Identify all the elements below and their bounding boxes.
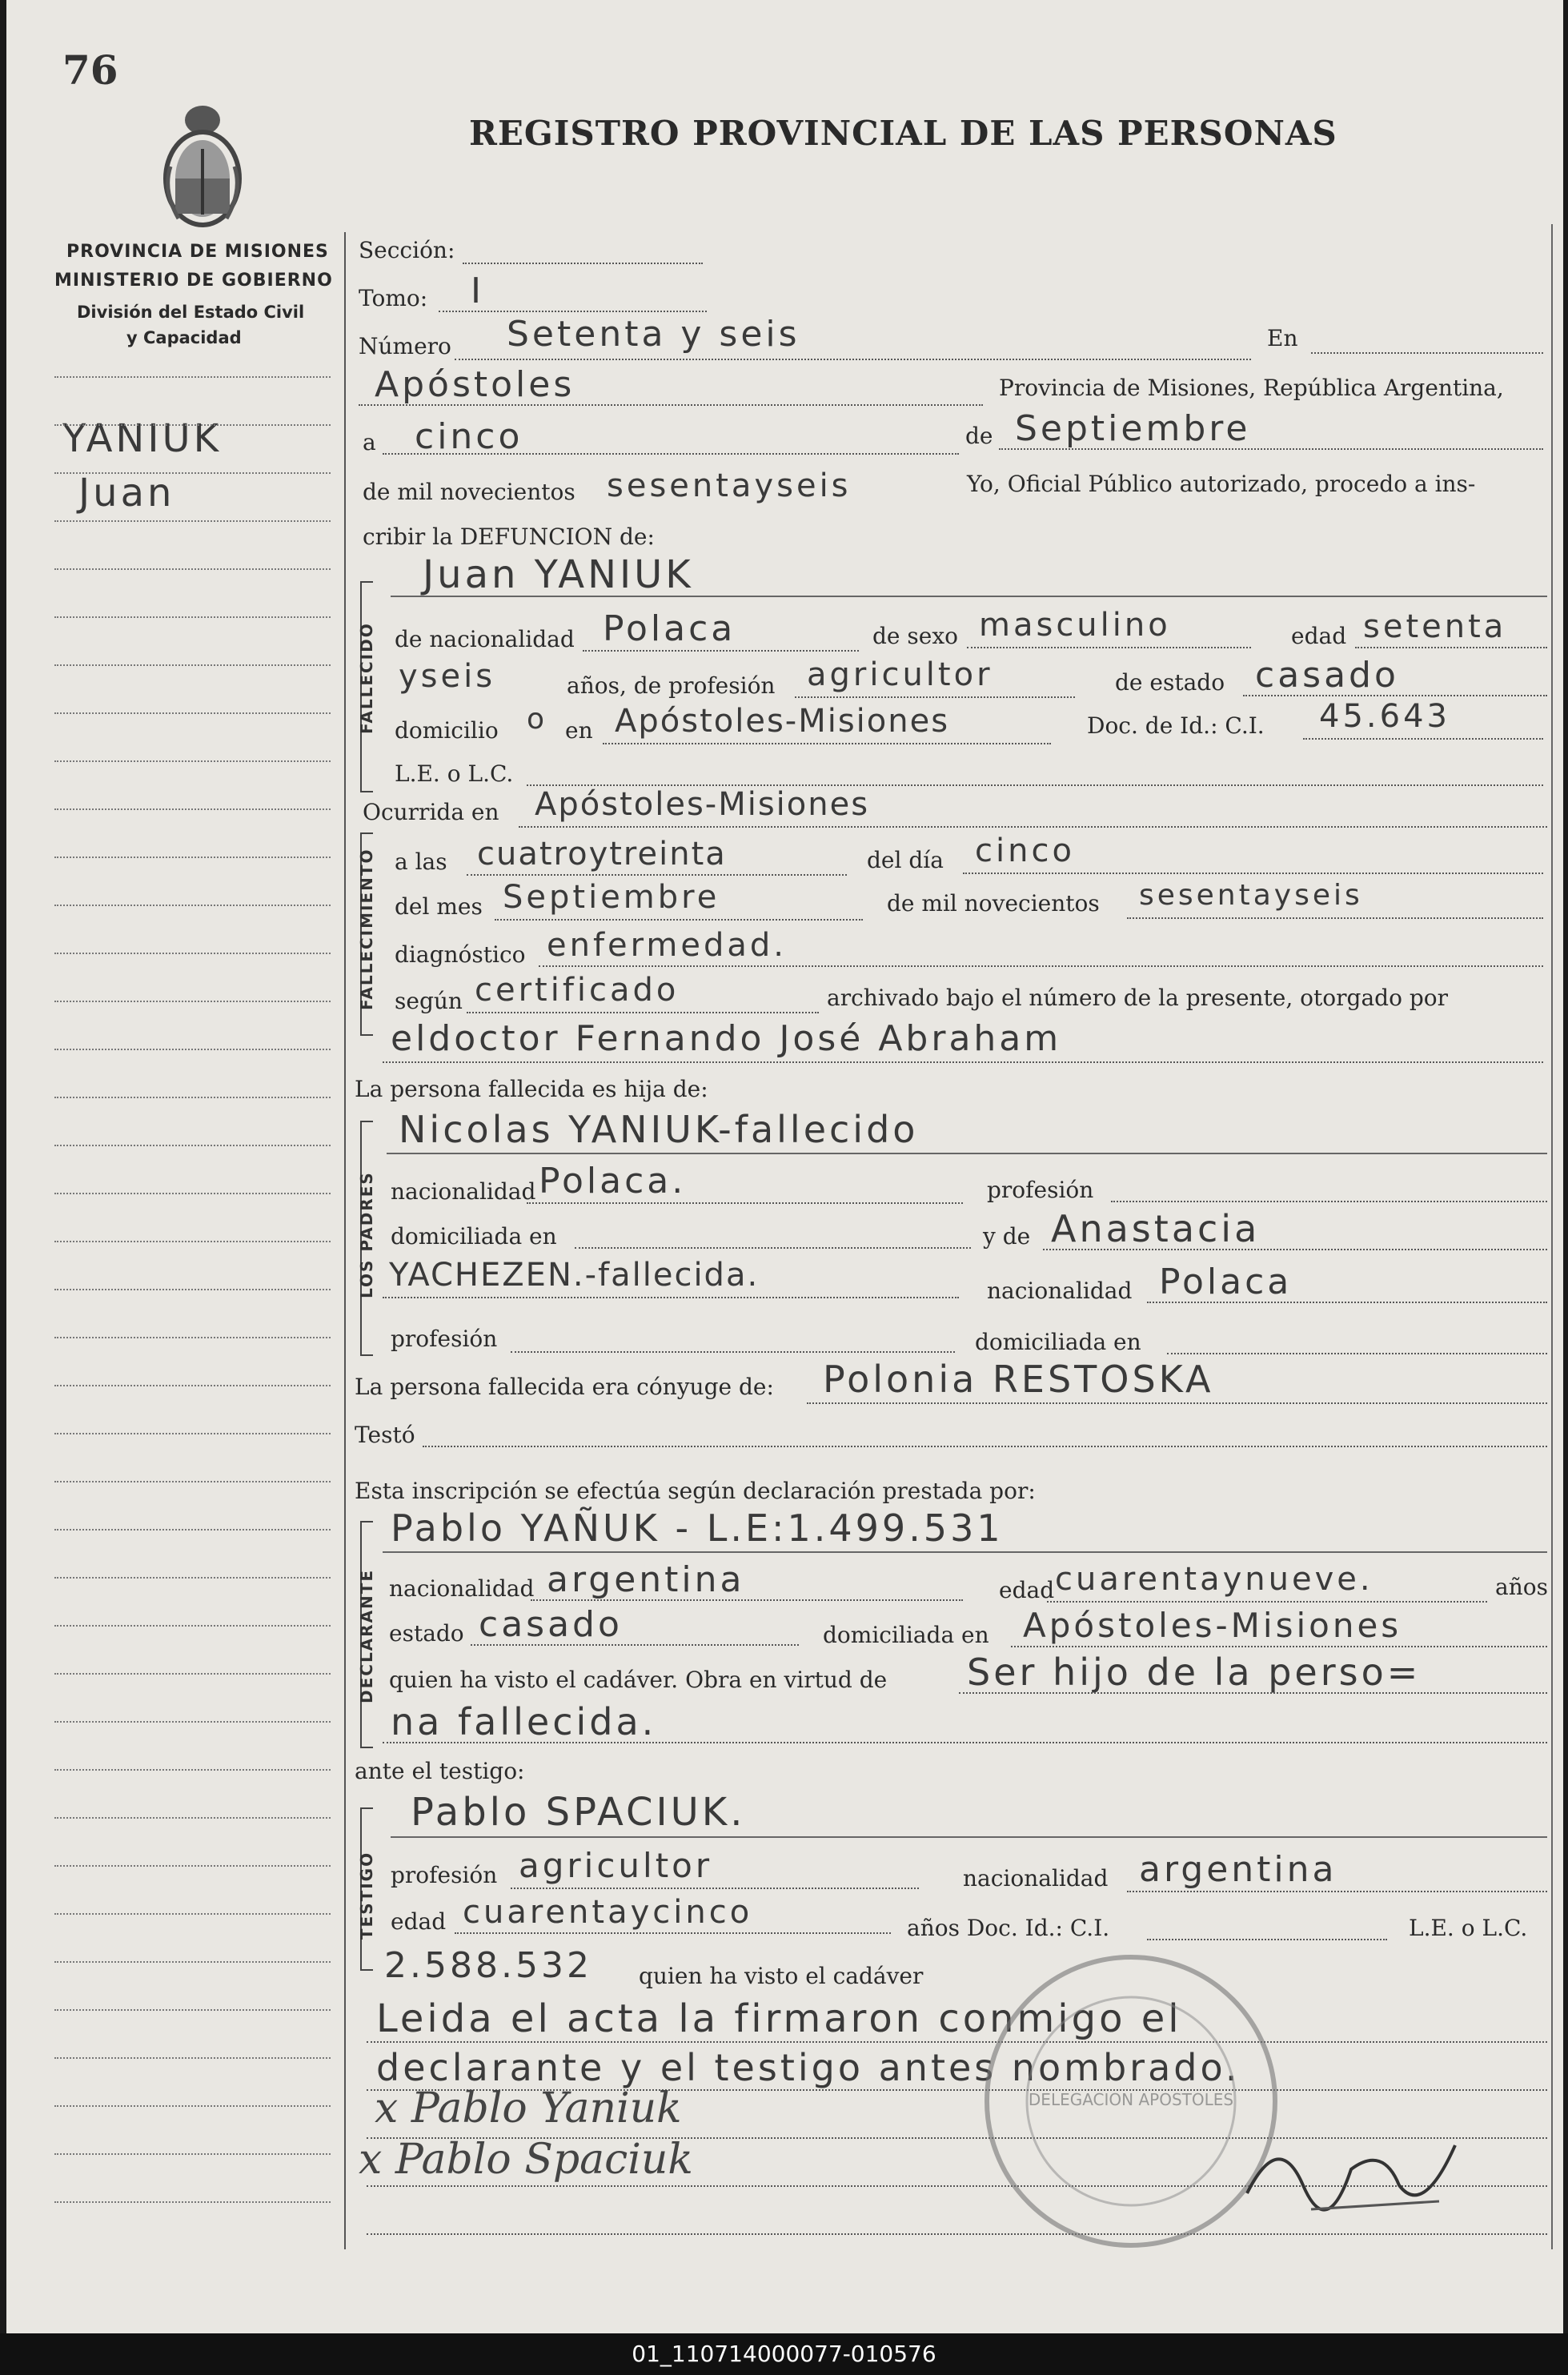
domiciliada-decl-label: domiciliada en — [823, 1622, 989, 1648]
ocurrida-label: Ocurrida en — [363, 799, 499, 825]
margin-line — [54, 1241, 331, 1242]
margin-line — [54, 1049, 331, 1050]
margin-line — [54, 2201, 331, 2203]
right-border — [1551, 224, 1553, 2249]
side-fallecimiento: FALLECIMIENTO — [357, 848, 376, 1010]
margin-line — [54, 664, 331, 666]
inscribir-label: cribir la DEFUNCION de: — [363, 524, 655, 550]
margin-line — [54, 1337, 331, 1338]
le-lc2-label: L.E. o L.C. — [1409, 1915, 1528, 1941]
margin-line — [54, 1481, 331, 1482]
edad-value-2: yseis — [399, 658, 496, 695]
inscripcion-label: Esta inscripción se efectúa según declaración prestada por: — [355, 1478, 1036, 1504]
margin-line — [54, 953, 331, 954]
decl-virtud-value-1: Ser hijo de la perso= — [967, 1651, 1422, 1694]
margin-line — [54, 2153, 331, 2155]
ci-value: 45.643 — [1319, 698, 1450, 735]
nacionalidad-decl-label: nacionalidad — [389, 1575, 535, 1602]
coat-of-arms-icon — [154, 102, 251, 231]
image-caption: 01_110714000077-010576 — [0, 2333, 1568, 2375]
margin-line — [54, 2057, 331, 2059]
y-de-label: y de — [983, 1223, 1031, 1250]
estado-label: de estado — [1115, 669, 1225, 696]
decl-virtud-value-2: na fallecida. — [391, 1700, 657, 1743]
province-label: PROVINCIA DE MISIONES — [66, 242, 329, 262]
margin-line — [54, 1673, 331, 1675]
quien-visto2-label: quien ha visto el cadáver — [639, 1963, 924, 1989]
conyuge-value: Polonia RESTOSKA — [823, 1358, 1214, 1401]
testigo-value: Pablo SPACIUK. — [411, 1790, 746, 1835]
madre-nac-value: Polaca — [1159, 1262, 1293, 1302]
mil2-label: de mil novecientos — [887, 890, 1100, 917]
ante-label: ante el testigo: — [355, 1758, 525, 1784]
madre-value-1: Anastacia — [1051, 1207, 1261, 1250]
side-declarante: DECLARANTE — [357, 1568, 376, 1703]
margin-line — [54, 1961, 331, 1963]
domicilio-en-value: Apóstoles-Misiones — [615, 703, 950, 740]
margin-line — [54, 1385, 331, 1386]
seal-text: DELEGACION APOSTOLES — [1028, 2090, 1234, 2109]
ocurrida-value: Apóstoles-Misiones — [535, 786, 870, 823]
edad-decl-label: edad — [999, 1577, 1055, 1603]
margin-line — [54, 1769, 331, 1771]
margin-line — [54, 1625, 331, 1627]
margin-line — [54, 1001, 331, 1002]
test-prof-value: agricultor — [519, 1846, 713, 1885]
margin-line — [54, 424, 331, 426]
test-edad-value: cuarentaycinco — [463, 1894, 753, 1931]
decl-nac-value: argentina — [547, 1559, 745, 1600]
mil-label: de mil novecientos — [363, 479, 575, 505]
archivado-label: archivado bajo el número de la presente, otorgado por — [827, 985, 1448, 1011]
diagnostico-label: diagnóstico — [395, 941, 526, 968]
signature-2: x Pablo Spaciuk — [359, 2136, 693, 2184]
margin-line — [54, 808, 331, 810]
margin-line — [54, 760, 331, 762]
margin-line — [54, 1913, 331, 1915]
column-divider — [344, 232, 346, 2249]
nacionalidad-value: Polaca — [603, 608, 736, 649]
nacionalidad-madre-label: nacionalidad — [987, 1278, 1133, 1304]
oficial-label: Yo, Oficial Público autorizado, procedo a ins- — [967, 471, 1476, 497]
quien-visto-label: quien ha visto el cadáver. Obra en virtud de — [389, 1667, 888, 1693]
anos-decl-label: años — [1495, 1574, 1548, 1600]
tomo-label: Tomo: — [359, 285, 428, 311]
test-ci-value: 2.588.532 — [384, 1945, 592, 1986]
hija-label: La persona fallecida es hija de: — [355, 1076, 708, 1102]
domiciliada-padre-label: domiciliada en — [391, 1223, 557, 1250]
testo-label: Testó — [355, 1422, 415, 1448]
margin-line — [54, 1145, 331, 1146]
margin-line — [54, 1721, 331, 1723]
nota-1: Leida el acta la firmaron conmigo el — [376, 1996, 1182, 2041]
margin-given-name: Juan — [78, 471, 175, 516]
conyuge-label: La persona fallecida era cónyuge de: — [355, 1374, 774, 1400]
padre-nac-value: Polaca. — [539, 1161, 687, 1202]
page-number: 76 — [62, 46, 118, 94]
mes-value: Septiembre — [1015, 408, 1251, 449]
test-nac-value: argentina — [1139, 1849, 1337, 1890]
division-label-2: y Capacidad — [126, 328, 242, 347]
a-las-label: a las — [395, 849, 447, 875]
edad-value-1: setenta — [1363, 608, 1507, 645]
nombre-value: Juan YANIUK — [423, 552, 694, 597]
margin-line — [54, 905, 331, 906]
lugar-value: Apóstoles — [375, 364, 575, 405]
nacionalidad-test-label: nacionalidad — [963, 1865, 1109, 1892]
padre-value: Nicolas YANIUK-fallecido — [399, 1108, 919, 1151]
estado-value: casado — [1255, 655, 1399, 696]
margin-line — [54, 1289, 331, 1290]
nacionalidad-label: de nacionalidad — [395, 626, 575, 652]
dia-value: cinco — [415, 416, 523, 457]
le-lc-label: L.E. o L.C. — [395, 760, 514, 787]
margin-line — [54, 1577, 331, 1579]
side-testigo: TESTIGO — [357, 1851, 376, 1940]
madre-value-2: YACHEZEN.-fallecida. — [389, 1257, 760, 1294]
margin-line — [54, 712, 331, 714]
a-label: a — [363, 429, 376, 455]
decl-dom-value: Apóstoles-Misiones — [1023, 1606, 1402, 1645]
domicilio-label: domicilio — [395, 717, 499, 744]
margin-line — [54, 616, 331, 618]
signature-1: x Pablo Yaniuk — [375, 2084, 682, 2132]
margin-line — [54, 1193, 331, 1194]
division-label: División del Estado Civil — [77, 303, 305, 322]
sexo-value: masculino — [979, 607, 1171, 644]
segun-value: certificado — [475, 972, 680, 1009]
edad-test-label: edad — [391, 1908, 447, 1935]
estado-decl-label: estado — [389, 1620, 464, 1647]
profesion-value: agricultor — [807, 656, 993, 693]
del-mes-label: del mes — [395, 893, 483, 920]
doc-label: Doc. de Id.: C.I. — [1087, 712, 1265, 739]
side-fallecido: FALLECIDO — [357, 622, 376, 734]
official-signature-icon — [1231, 2097, 1487, 2241]
register-title: REGISTRO PROVINCIAL DE LAS PERSONAS — [469, 114, 1337, 153]
margin-line — [54, 1433, 331, 1434]
margin-surname: YANIUK — [62, 416, 223, 461]
tomo-value: I — [471, 271, 484, 311]
margin-line — [54, 1817, 331, 1819]
margin-line — [54, 472, 331, 474]
anio-value: sesentayseis — [607, 467, 852, 504]
domicilio-en-label: en — [565, 717, 593, 744]
margin-line — [54, 568, 331, 570]
segun-label: según — [395, 988, 463, 1014]
ministry-label: MINISTERIO DE GOBIERNO — [54, 271, 333, 291]
register-page — [6, 0, 1563, 2333]
side-padres: LOS PADRES — [357, 1171, 376, 1298]
margin-line — [54, 376, 331, 378]
doctor-value: eldoctor Fernando José Abraham — [391, 1018, 1062, 1059]
margin-line — [54, 857, 331, 858]
nota-2: declarante y el testigo antes nombrado. — [376, 2046, 1241, 2089]
numero-label: Número — [359, 333, 451, 359]
seccion-label: Sección: — [359, 237, 455, 263]
en-label: En — [1267, 325, 1298, 351]
margin-line — [54, 1529, 331, 1531]
dia2-value: cinco — [975, 832, 1075, 869]
domicilio-value: o — [527, 703, 548, 736]
declarante-value: Pablo YAÑUK - L.E:1.499.531 — [391, 1506, 1004, 1550]
anio2-value: sesentayseis — [1139, 879, 1363, 912]
mes2-value: Septiembre — [503, 879, 720, 916]
anos-profesion-label: años, de profesión — [567, 672, 776, 699]
anos-doc-label: años Doc. Id.: C.I. — [907, 1915, 1110, 1941]
del-dia-label: del día — [867, 847, 944, 873]
profesion-padre-label: profesión — [987, 1177, 1094, 1203]
provincia-label: Provincia de Misiones, República Argentina, — [999, 375, 1504, 401]
domiciliada-madre-label: domiciliada en — [975, 1329, 1141, 1355]
margin-line — [54, 2105, 331, 2107]
nacionalidad-padre-label: nacionalidad — [391, 1178, 536, 1205]
decl-estado-value: casado — [479, 1604, 623, 1645]
margin-line — [54, 1097, 331, 1098]
margin-line — [54, 520, 331, 522]
margin-line — [54, 2009, 331, 2011]
numero-value: Setenta y seis — [507, 314, 800, 355]
diagnostico-value: enfermedad. — [547, 927, 787, 964]
margin-line — [54, 1865, 331, 1867]
profesion-test-label: profesión — [391, 1862, 498, 1888]
profesion-madre-label: profesión — [391, 1326, 498, 1352]
edad-label: edad — [1291, 623, 1347, 649]
sexo-label: de sexo — [872, 623, 958, 649]
de-label: de — [965, 423, 993, 449]
hora-value: cuatroytreinta — [477, 836, 727, 873]
decl-edad-value: cuarentaynueve. — [1055, 1561, 1374, 1598]
